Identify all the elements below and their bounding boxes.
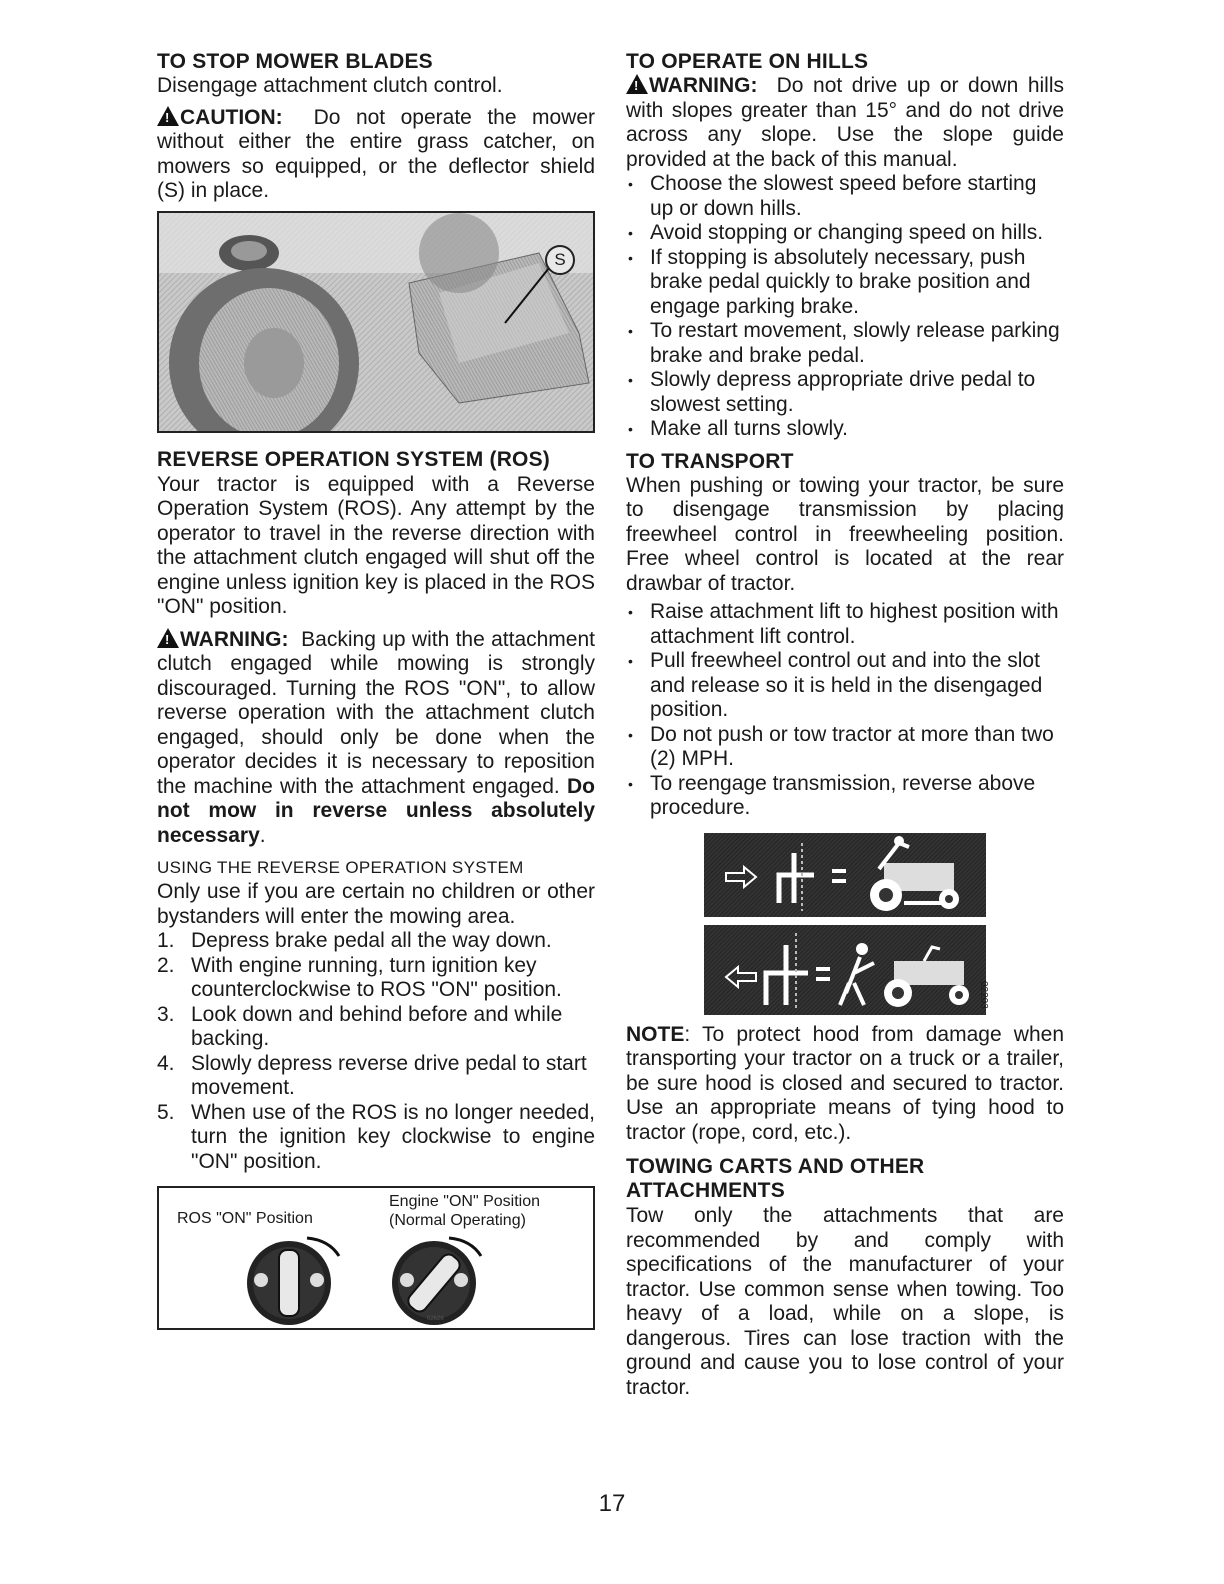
list-item: • To restart movement, slowly release parking brake and brake pedal. bbox=[626, 319, 1064, 368]
ros-steps-list bbox=[157, 929, 595, 1174]
list-item: 5. When use of the ROS is no longer needed, turn the ignition key clockwise to engine "ON" position. bbox=[157, 1100, 595, 1173]
caution-paragraph bbox=[157, 106, 595, 204]
freewheel-figure bbox=[704, 833, 989, 1015]
warning-triangle-icon bbox=[626, 74, 648, 94]
using-ros-text: Only use if you are certain no children or other bystanders will enter the mowing area. bbox=[157, 880, 595, 928]
towing-text: Tow only the attachments that are recommended by and comply with specifications of the manufacturer of your tractor. Use common sense when towing. Too heavy of a load, while on a slope, is dangerous. Tires can lose traction with the ground and cause you to lose control of your tractor. bbox=[626, 1204, 1064, 1399]
stop-blades-text: Disengage attachment clutch control. bbox=[157, 74, 503, 97]
hills-warning-text: Do not drive up or down hills with slopes greater than 15° and do not drive across any slope. Use the slope guide provided at the back of this manual. bbox=[626, 74, 1064, 171]
page-number: 17 bbox=[598, 1490, 626, 1517]
ros-heading: REVERSE OPERATION SYSTEM (ROS) bbox=[157, 447, 550, 471]
hills-bullet-list bbox=[626, 172, 1064, 442]
stop-blades-heading: TO STOP MOWER BLADES bbox=[157, 50, 433, 73]
list-item: • Pull freewheel control out and into the slot and release so it is held in the disengaged position. bbox=[626, 649, 1064, 723]
ros-position-switch bbox=[247, 1238, 339, 1325]
caution-label: CAUTION: bbox=[180, 105, 283, 129]
ros-on-label: ROS "ON" Position bbox=[177, 1210, 313, 1227]
transport-heading: TO TRANSPORT bbox=[626, 449, 794, 473]
note-paragraph bbox=[626, 1023, 1064, 1146]
ros-warning-label: WARNING: bbox=[180, 627, 289, 651]
deflector-shield-photo bbox=[157, 211, 595, 433]
towing-heading: TOWING CARTS AND OTHER ATTACHMENTS bbox=[626, 1155, 925, 1202]
note-text: : To protect hood from damage when transporting your tractor on a truck or a trailer, be sure hood is closed and secured to tractor. Use an appropriate means of tying hood to tractor (rope, cord, etc.). bbox=[626, 1022, 1064, 1144]
right-column bbox=[626, 50, 1064, 1400]
list-item: • To reengage transmission, reverse above procedure. bbox=[626, 772, 1064, 821]
caution-text: Do not operate the mower without either the entire grass catcher, on mowers so equipped, or the deflector shield (S) in place. bbox=[157, 105, 596, 202]
list-item: 4. Slowly depress reverse drive pedal to start movement. bbox=[157, 1051, 587, 1099]
transport-text: When pushing or towing your tractor, be sure to disengage transmission by placing freewheel control in freewheeling position. Free wheel control is located at the rear drawbar of tractor. bbox=[626, 473, 1064, 595]
engine-on-label: Engine "ON" Position (Normal Operating) bbox=[389, 1193, 540, 1229]
note-label: NOTE bbox=[626, 1022, 685, 1046]
shield-callout-s: S bbox=[545, 245, 575, 275]
list-item: • If stopping is absolutely necessary, push brake pedal quickly to brake position and engage parking brake. bbox=[626, 246, 1064, 320]
ros-warning-bold: Do not mow in reverse unless absolutely necessary bbox=[157, 774, 595, 847]
deflector-shield-illustration bbox=[159, 213, 593, 431]
list-item: • Slowly depress appropriate drive pedal to slowest setting. bbox=[626, 368, 1064, 417]
ros-intro: Your tractor is equipped with a Reverse Operation System (ROS). Any attempt by the operator to travel in the reverse direction with the attachment clutch engaged will shut off the engine unless ignition key is placed in the ROS "ON" position. bbox=[157, 472, 595, 618]
ros-warning-text: Backing up with the attachment clutch engaged while mowing is strongly discouraged. Turning the ROS "ON", to allow reverse operation with the attachment clutch engaged, should only be done when the operator decides it is necessary to reposition the machine with the attachment engaged. bbox=[157, 627, 595, 798]
warning-triangle-icon bbox=[157, 106, 179, 126]
left-column bbox=[157, 50, 595, 1330]
hills-warning-label: WARNING: bbox=[649, 74, 758, 97]
hills-heading: TO OPERATE ON HILLS bbox=[626, 50, 869, 73]
transport-bullet-list bbox=[626, 600, 1064, 821]
list-item: • Make all turns slowly. bbox=[626, 417, 1064, 442]
freewheel-illustration bbox=[704, 833, 986, 1015]
ros-warning-paragraph bbox=[157, 628, 595, 849]
list-item: 1. Depress brake pedal all the way down. bbox=[157, 929, 552, 952]
engine-on-switch bbox=[392, 1238, 481, 1325]
ros-warning-end: . bbox=[259, 823, 266, 847]
hills-warning-paragraph bbox=[626, 74, 1064, 172]
figure-code: 02203 bbox=[978, 980, 989, 1009]
ignition-switch-drawings bbox=[159, 1188, 593, 1328]
list-item: • Avoid stopping or changing speed on hills. bbox=[626, 221, 1064, 246]
list-item: • Choose the slowest speed before starting up or down hills. bbox=[626, 172, 1064, 221]
using-ros-heading: USING THE REVERSE OPERATION SYSTEM bbox=[157, 858, 524, 877]
list-item: 2. With engine running, turn ignition key counterclockwise to ROS "ON" position. bbox=[157, 953, 562, 1001]
figure-code: 02626 bbox=[427, 1316, 444, 1322]
warning-triangle-icon bbox=[157, 628, 179, 648]
ignition-key-figure bbox=[157, 1186, 595, 1330]
list-item: 3. Look down and behind before and while backing. bbox=[157, 1002, 563, 1050]
list-item: • Raise attachment lift to highest position with attachment lift control. bbox=[626, 600, 1064, 649]
list-item: • Do not push or tow tractor at more than two (2) MPH. bbox=[626, 723, 1064, 772]
